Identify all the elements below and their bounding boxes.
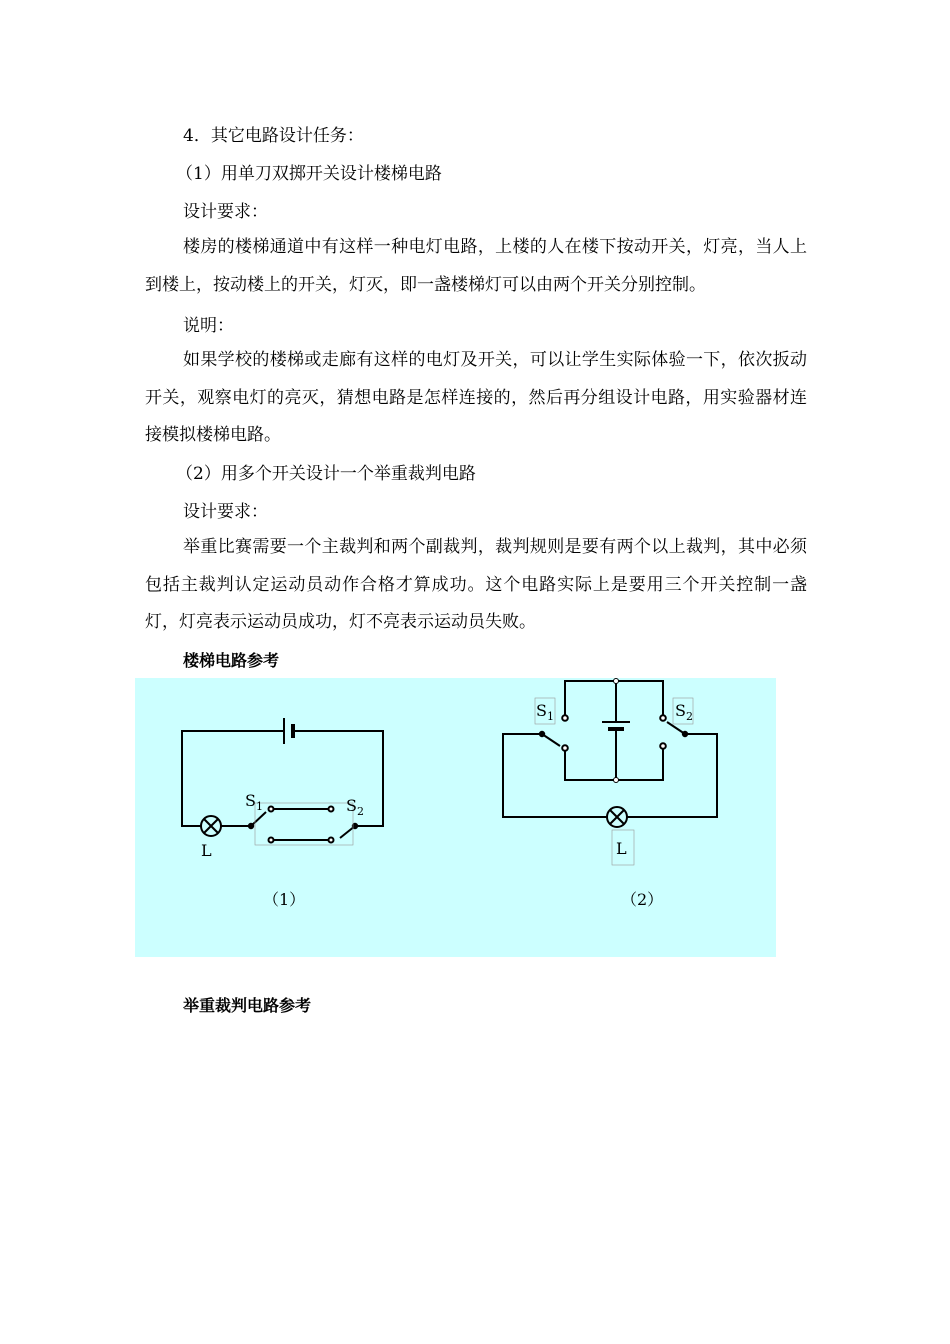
circuit1-left-wire	[182, 731, 284, 826]
circuit2-middle-wire	[565, 748, 663, 780]
circuit1-right-wire	[293, 731, 383, 826]
sub1-note-text: 如果学校的楼梯或走廊有这样的电灯及开关，可以让学生实际体验一下，依次扳动开关，观察电灯的亮灭，猜想电路是怎样连接的，然后再分组设计电路，用实验器材连接模拟楼梯电路。	[145, 350, 807, 445]
sub2-req-text: 举重比赛需要一个主裁判和两个副裁判，裁判规则是要有两个以上裁判，其中必须包括主裁判认定运动员动作合格才算成功。这个电路实际上是要用三个开关控制一盏灯，灯亮表示运动员成功，灯不亮表示运动员失败。	[145, 537, 807, 632]
stair-circuit-diagram	[135, 678, 776, 957]
fig2-lamp-label: L	[616, 839, 627, 858]
circuit2-top-wire	[565, 681, 663, 718]
fig1-s1-label: $S_1$	[245, 791, 263, 813]
fig2-switch-s1-blade	[542, 734, 560, 746]
sub1-note-label: 说明：	[183, 316, 234, 336]
fig1-lamp-label: L	[201, 841, 212, 860]
task-heading: 4．其它电路设计任务：	[183, 126, 364, 146]
fig2-caption: （2）	[621, 890, 664, 909]
sub1-req-text: 楼房的楼梯通道中有这样一种电灯电路，上楼的人在楼下按动开关，灯亮，当人上到楼上，按动楼上的开关，灯灭，即一盏楼梯灯可以由两个开关分别控制。	[145, 237, 807, 295]
stair-circuit-figure	[135, 678, 776, 957]
fig1-s2-label: $S_2$	[346, 796, 364, 818]
judge-ref-title: 举重裁判电路参考	[183, 996, 312, 1015]
circuit2-right-loop	[627, 734, 717, 817]
fig1-caption: （1）	[263, 890, 306, 909]
switch-s1-blade	[251, 812, 266, 826]
sub2-heading: （2）用多个开关设计一个举重裁判电路	[176, 464, 476, 484]
sub1-heading: （1）用单刀双掷开关设计楼梯电路	[176, 164, 442, 184]
sub1-req-label: 设计要求：	[183, 202, 268, 222]
sub2-req-label: 设计要求：	[183, 502, 268, 522]
stair-ref-title: 楼梯电路参考	[183, 651, 280, 670]
fig2-s1-label: $S_1$	[536, 701, 554, 723]
fig2-s2-label: $S_2$	[675, 701, 693, 723]
circuit2-left-loop	[503, 734, 607, 817]
